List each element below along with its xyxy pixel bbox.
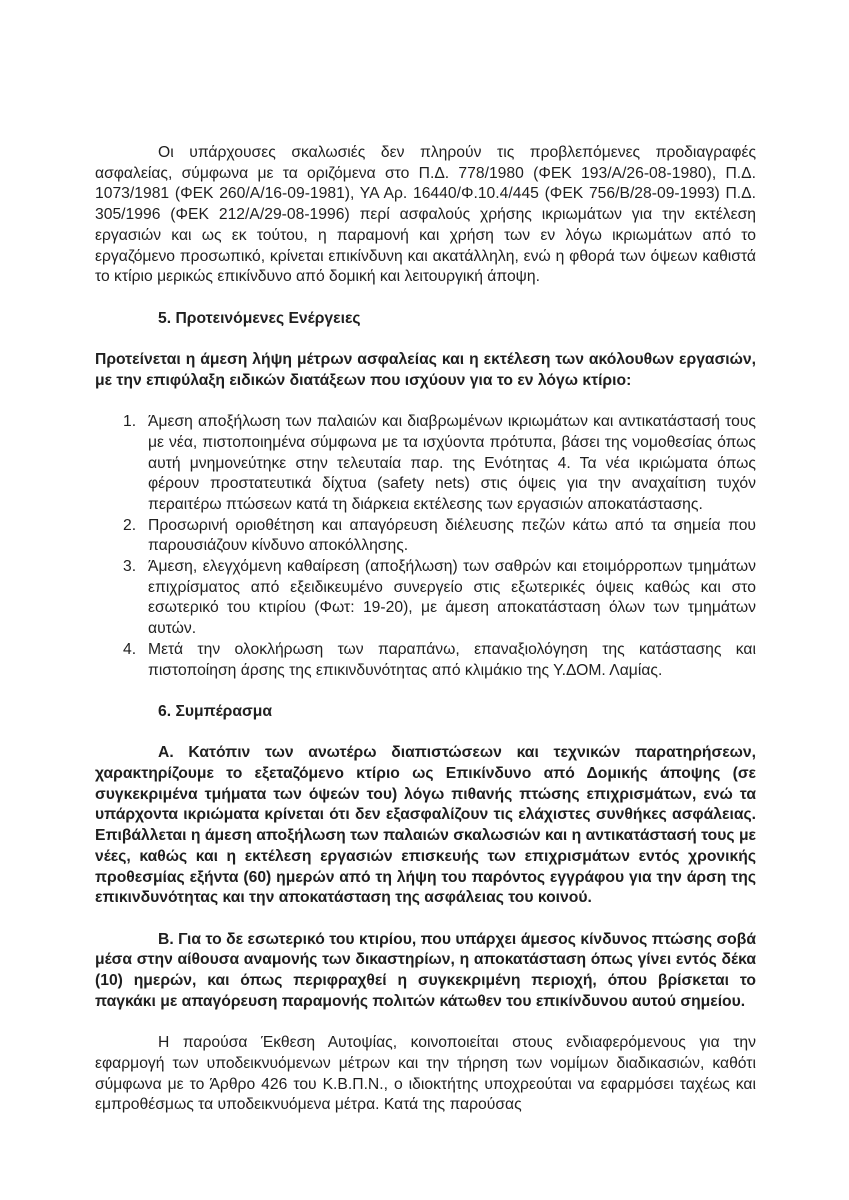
list-item: [95, 516, 756, 557]
list-item-marker: 3.: [123, 558, 137, 576]
conclusion-paragraph-b: Β. Για το δε εσωτερικό του κτιρίου, που υπάρχει άμεσος κίνδυνος πτώσης σοβά μέσα στην αίθουσα αναμονής των δικαστηρίων, η αποκατάσταση όπως γίνει εντός δέκα (10) ημερών, και όπως περιφραχθεί η συγκεκριμένη περιοχή, όπου βρίσκεται το παγκάκι με απαγόρευση παραμονής πολιτών κάτωθεν του επικίνδυνου αυτού σημείου.: [95, 930, 756, 1010]
list-item-marker: 2.: [123, 516, 137, 534]
page-content: [95, 143, 756, 1137]
list-item-text: Μετά την ολοκλήρωση των παραπάνω, επαναξιολόγηση της κατάστασης και πιστοποίηση άρσης της επικινδυνότητας από κλιμάκιο της Υ.ΔΟΜ. Λαμίας.: [148, 640, 756, 679]
list-item-text: Προσωρινή οριοθέτηση και απαγόρευση διέλευσης πεζών κάτω από τα σημεία που παρουσιάζουν κίνδυνο αποκόλλησης.: [148, 516, 756, 555]
list-item: [95, 557, 756, 640]
list-item-text: Άμεση αποξήλωση των παλαιών και διαβρωμένων ικριωμάτων και αντικατάστασή τους με νέα, πιστοποιημένα σύμφωνα με τα ισχύοντα πρότυπα, βάσει της νομοθεσίας όπως αυτή μνημονεύτηκε στην τελευταία παρ. της Ενότητας 4. Τα νέα ικριώματα όπως φέρουν προστατευτικά δίχτυα (safety nets) στις όψεις για την αναχαίτιση τυχόν περαιτέρω πτώσεων κατά τη διάρκεια εκτέλεσης των εργασιών αποκατάστασης.: [148, 413, 756, 513]
section-5-heading: 5. Προτεινόμενες Ενέργειες: [158, 309, 361, 327]
list-item: [95, 640, 756, 681]
list-item-marker: 1.: [123, 413, 137, 431]
list-item-text: Άμεση, ελεγχόμενη καθαίρεση (αποξήλωση) των σαθρών και ετοιμόρροπων τμημάτων επιχρίσματος από εξειδικευμένο συνεργείο στις εξωτερικές όψεις καθώς και στο εσωτερικό του κτιρίου (Φωτ: 19-20), με άμεση αποκατάσταση όλων των τμημάτων αυτών.: [148, 558, 756, 638]
list-item-marker: 4.: [123, 640, 137, 658]
list-item: [95, 412, 756, 516]
section-5-lead-paragraph: Προτείνεται η άμεση λήψη μέτρων ασφαλείας και η εκτέλεση των ακόλουθων εργασιών, με την επιφύλαξη ειδικών διατάξεων που ισχύουν για το εν λόγω κτίριο:: [95, 351, 756, 389]
closing-paragraph: Η παρούσα Έκθεση Αυτοψίας, κοινοποιείται στους ενδιαφερόμενους για την εφαρμογή των υποδεικνυόμενων μέτρων και την τήρηση των νομίμων διαδικασιών, καθότι σύμφωνα με το Άρθρο 426 του Κ.Β.Π.Ν., ο ιδιοκτήτης υποχρεούται να εφαρμόσει ταχέως και εμπροθέσμως τα υποδεικνυόμενα μέτρα. Κατά της παρούσας: [95, 1034, 756, 1114]
conclusion-paragraph-a: Α. Κατόπιν των ανωτέρω διαπιστώσεων και τεχνικών παρατηρήσεων, χαρακτηρίζουμε το εξεταζόμενο κτίριο ως Επικίνδυνο από Δομικής άποψης (σε συγκεκριμένα τμήματα των όψεών του) λόγω πιθανής πτώσης επιχρισμάτων, ενώ τα υπάρχοντα ικριώματα κρίνεται ότι δεν εξασφαλίζουν τις ελάχιστες συνθήκες ασφάλειας. Επιβάλλεται η άμεση αποξήλωση των παλαιών σκαλωσιών και η αντικατάστασή τους με νέες, καθώς και η εκτέλεση εργασιών επισκευής των επιχρισμάτων εντός χρονικής προθεσμίας εξήντα (60) ημερών από τη λήψη του παρόντος εγγράφου για την άρση της επικινδυνότητας και την αποκατάσταση της ασφάλειας του κοινού.: [95, 744, 756, 907]
recommended-actions-list: [95, 412, 756, 681]
section-6-heading: 6. Συμπέρασμα: [158, 702, 272, 720]
intro-paragraph: Οι υπάρχουσες σκαλωσιές δεν πληρούν τις προβλεπόμενες προδιαγραφές ασφαλείας, σύμφωνα με τα οριζόμενα στο Π.Δ. 778/1980 (ΦΕΚ 193/Α/26-08-1980), Π.Δ. 1073/1981 (ΦΕΚ 260/Α/16-09-1981), ΥΑ Αρ. 16440/Φ.10.4/445 (ΦΕΚ 756/Β/28-09-1993) Π.Δ. 305/1996 (ΦΕΚ 212/Α/29-08-1996) περί ασφαλούς χρήσης ικριωμάτων για την εκτέλεση εργασιών και ως εκ τούτου, η παραμονή και χρήση των εν λόγω ικριωμάτων από το εργαζόμενο προσωπικό, κρίνεται επικίνδυνη και ακατάλληλη, ενώ η φθορά των όψεων καθιστά το κτίριο μερικώς επικίνδυνο από δομική και λειτουργική άποψη.: [95, 144, 756, 286]
